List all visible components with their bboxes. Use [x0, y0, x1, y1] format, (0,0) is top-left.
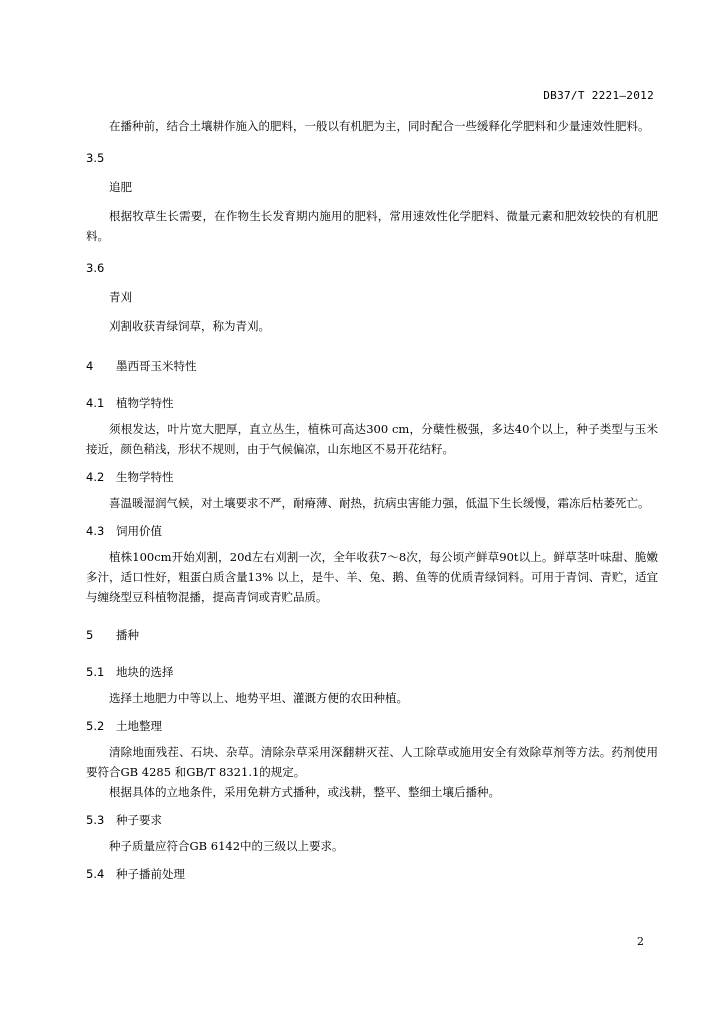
section-title: 种子要求: [116, 813, 162, 827]
section-heading-4: [86, 356, 658, 376]
document-body: [86, 116, 658, 884]
section-heading-4-3: [86, 521, 658, 541]
page-number: 2: [637, 935, 644, 948]
section-title: 种子播前处理: [116, 867, 185, 881]
section-heading-5-4: [86, 864, 658, 884]
section-number: 5.4: [86, 867, 105, 881]
section-number: 4.3: [86, 524, 105, 538]
section-heading-5-1: [86, 662, 658, 682]
section-title: 饲用价值: [116, 524, 162, 538]
section-number: 4.1: [86, 396, 105, 410]
paragraph-seed-requirements: 种子质量应符合GB 6142中的三级以上要求。: [109, 839, 344, 853]
term-number-3-6: 3.6: [86, 261, 105, 275]
section-number: 4.2: [86, 470, 105, 484]
section-number: 4: [86, 359, 94, 373]
section-heading-4-2: [86, 467, 658, 487]
paragraph-tillage: 根据具体的立地条件，采用免耕方式播种，或浅耕，整平、整细土壤后播种。: [109, 785, 500, 799]
section-heading-5-2: [86, 716, 658, 736]
paragraph-green-cutting: 刈割收获青绿饲草，称为青刈。: [109, 319, 270, 333]
section-title: 土地整理: [116, 719, 162, 733]
section-title: 生物学特性: [116, 470, 174, 484]
paragraph-topdressing: 根据牧草生长需要，在作物生长发育期内施用的肥料，常用速效性化学肥料、微量元素和肥效较快的有机肥料。: [86, 209, 658, 243]
section-heading-5-3: [86, 810, 658, 830]
term-number-3-5: 3.5: [86, 151, 105, 165]
paragraph-biological-traits: 喜温暖湿润气候，对土壤要求不严，耐瘠薄、耐热，抗病虫害能力强，低温下生长缓慢，霜冻后枯萎死亡。: [109, 496, 650, 510]
section-number: 5.2: [86, 719, 105, 733]
section-number: 5.3: [86, 813, 105, 827]
paragraph-plot-selection: 选择土地肥力中等以上、地势平坦、灌溉方便的农田种植。: [109, 691, 408, 705]
paragraph-feeding-value: 植株100cm开始刈割，20d左右刈割一次，全年收获7～8次，每公顷产鲜草90t以上。鲜草茎叶味甜、脆嫩多汁，适口性好，粗蛋白质含量13% 以上，是牛、羊、兔、鹅、鱼等的优质青绿饲料。可用于青饲、青贮，适宜与缠绕型豆科植物混播，提高青饲或青贮品质。: [86, 550, 658, 604]
section-heading-4-1: [86, 393, 658, 413]
term-name-green-cutting: 青刈: [109, 290, 132, 304]
section-heading-5: [86, 625, 658, 645]
section-title: 播种: [116, 628, 139, 642]
section-number: 5: [86, 628, 94, 642]
standard-code: DB37/T 2221—2012: [543, 89, 654, 102]
paragraph-land-clearing: 清除地面残茬、石块、杂草。清除杂草采用深翻耕灭茬、人工除草或施用安全有效除草剂等方法。药剂使用要符合GB 4285 和GB/T 8321.1的规定。: [86, 745, 658, 779]
term-name-topdressing: 追肥: [109, 180, 132, 194]
section-title: 墨西哥玉米特性: [116, 359, 197, 373]
paragraph-botanical-traits: 须根发达，叶片宽大肥厚，直立丛生，植株可高达300 cm，分蘖性极强，多达40个以上，种子类型与玉米接近，颜色稍浅，形状不规则，由于气候偏凉，山东地区不易开花结籽。: [86, 422, 658, 456]
section-number: 5.1: [86, 665, 105, 679]
section-title: 地块的选择: [116, 665, 174, 679]
section-title: 植物学特性: [116, 396, 174, 410]
paragraph-base-fertilizer: 在播种前，结合土壤耕作施入的肥料，一般以有机肥为主，同时配合一些缓释化学肥料和少量速效性肥料。: [109, 119, 650, 133]
